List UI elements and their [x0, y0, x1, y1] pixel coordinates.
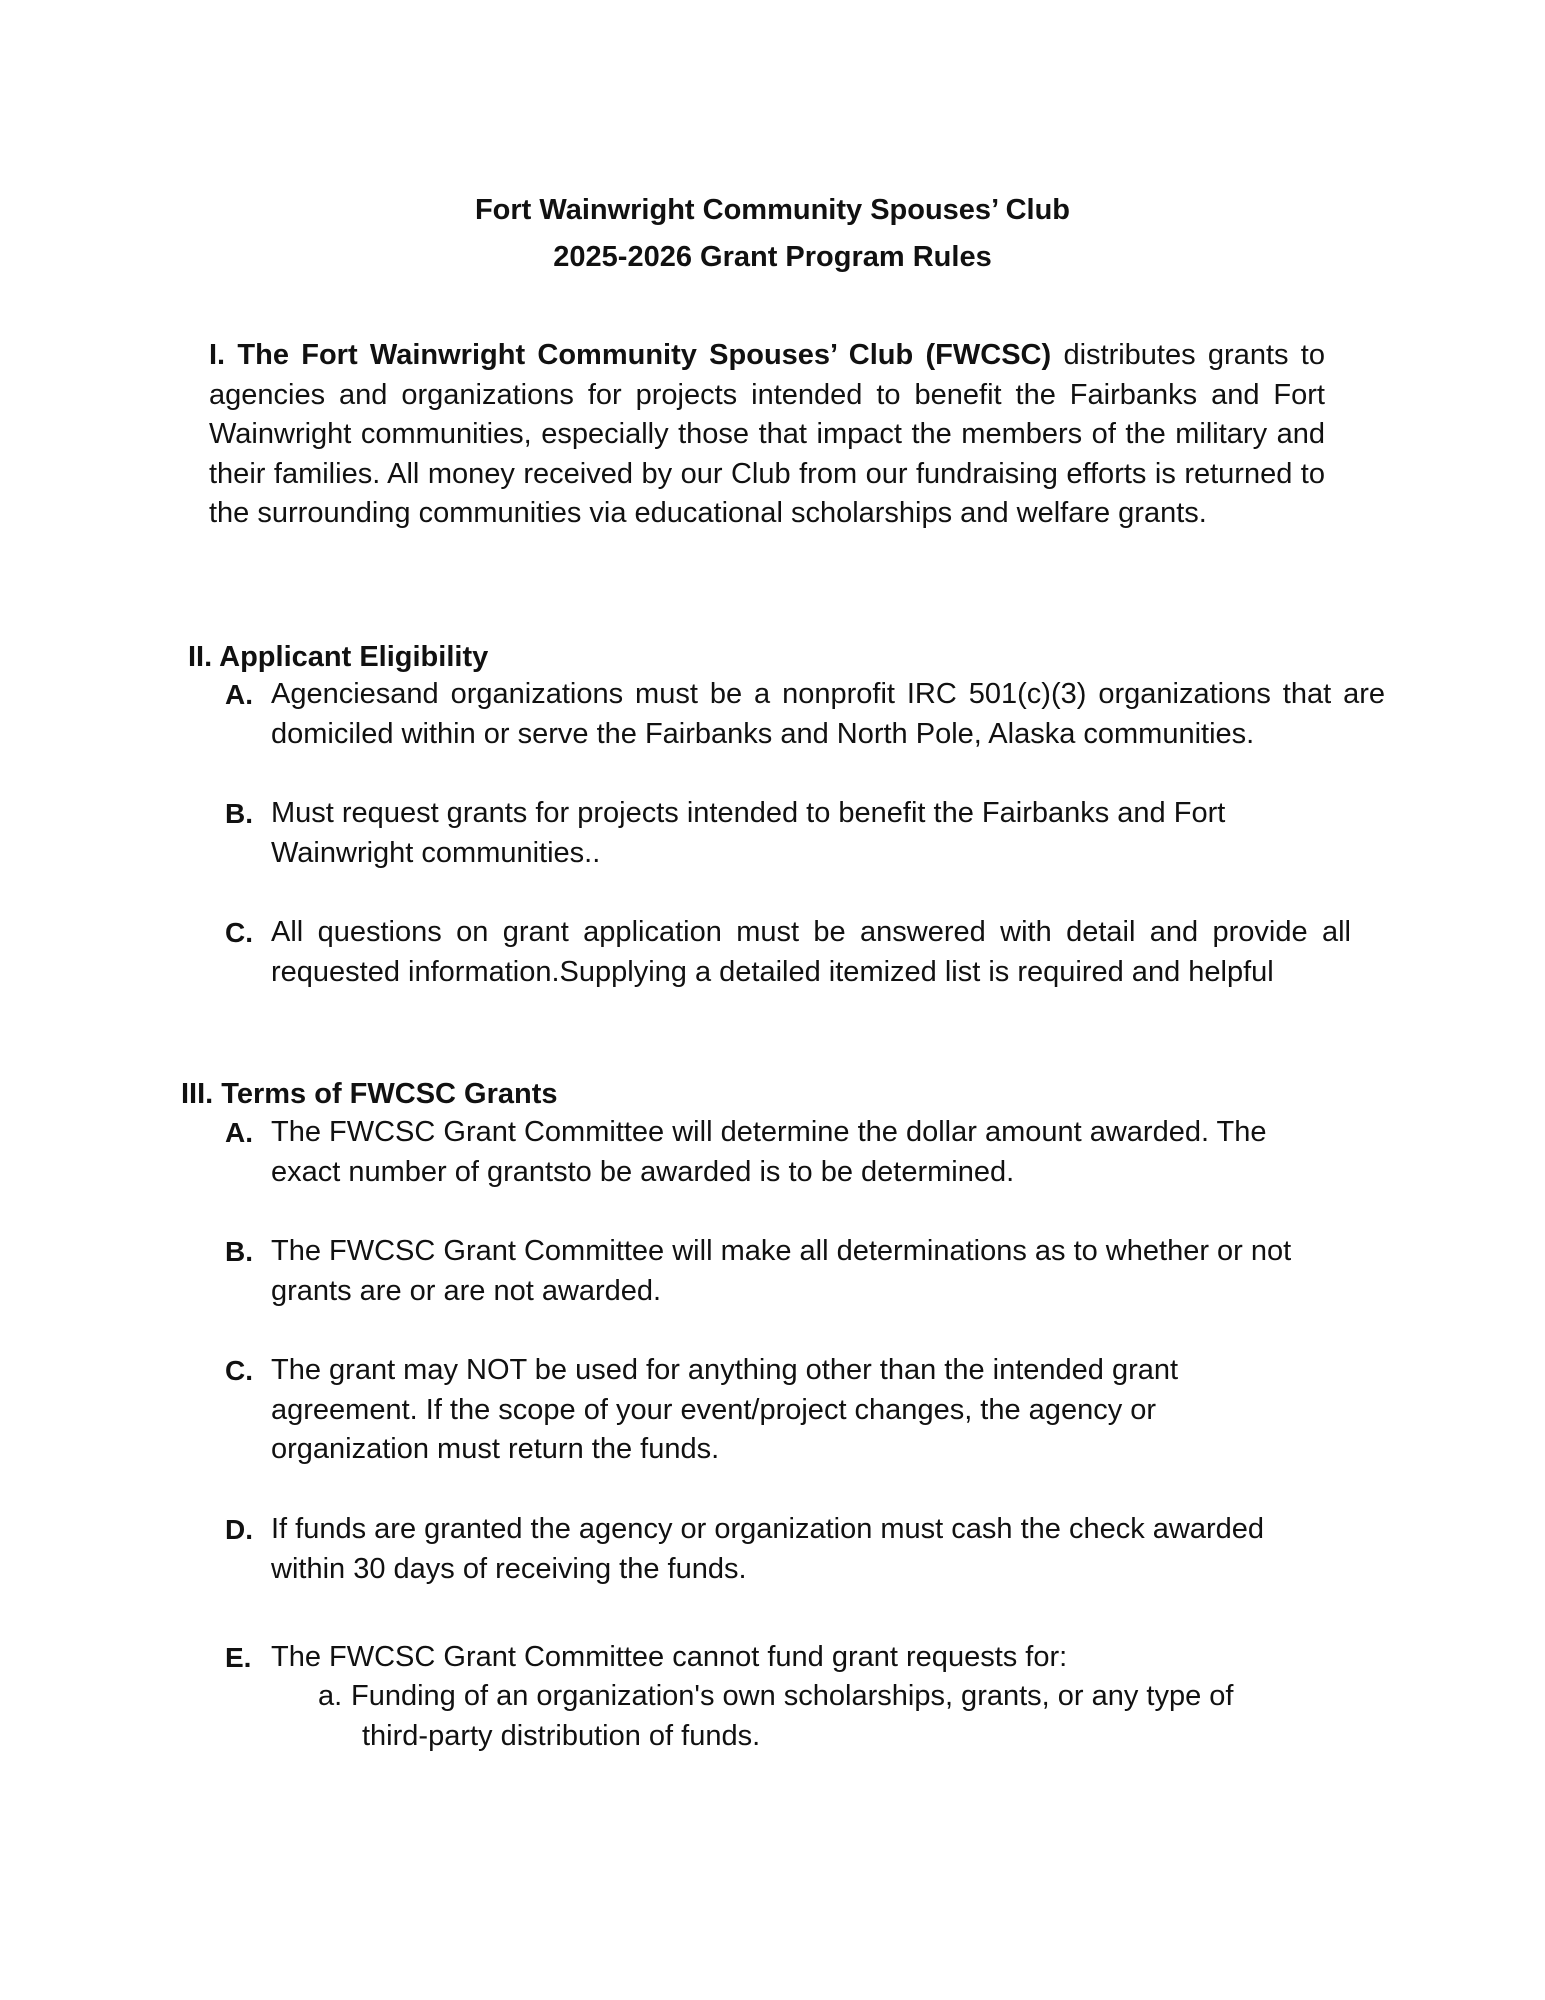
list-item-letter: C.	[225, 917, 253, 948]
list-item-text: Agenciesand organizations must be a nonprofit IRC 501(c)(3) organizations that are domiciled within or serve the Fairbanks and North Pole, Alaska communities.	[271, 678, 1385, 750]
section-1-body: distributes grants to agencies and organizations for projects intended to benefit the Fairbanks and Fort Wainwright communities, especially those that impact the members of the military and their families. All money received by our Club from our fundraising efforts is returned to the surrounding communities via educational scholarships and welfare grants.	[209, 339, 1325, 529]
list-item-text: The FWCSC Grant Committee cannot fund grant requests for:	[271, 1641, 1068, 1673]
list-item-letter: B.	[225, 1236, 253, 1267]
list-item-letter: C.	[225, 1355, 253, 1386]
sub-list-item-marker: a.	[318, 1680, 343, 1712]
list-item-text: The grant may NOT be used for anything other than the intended grant agreement. If the scope of your event/project changes, the agency or organization must return the funds.	[271, 1354, 1179, 1465]
section-2-heading: II. Applicant Eligibility	[188, 641, 489, 673]
list-item-text: All questions on grant application must be answered with detail and provide all requested information.Supplying a detailed itemized list is required and helpful	[271, 916, 1351, 988]
section-1-lead: I. The Fort Wainwright Community Spouses’ Club (FWCSC)	[209, 339, 1052, 371]
document-subtitle: 2025-2026 Grant Program Rules	[553, 241, 992, 273]
list-item-letter: E.	[225, 1642, 252, 1673]
list-item-text: Must request grants for projects intended to benefit the Fairbanks and Fort Wainwright communities..	[271, 797, 1226, 869]
list-item-letter: A.	[225, 1117, 253, 1148]
list-item-letter: A.	[225, 679, 253, 710]
sub-list-item-text-line1: Funding of an organization's own scholarships, grants, or any type of	[351, 1680, 1234, 1712]
list-item-text: The FWCSC Grant Committee will make all determinations as to whether or not grants are or are not awarded.	[271, 1235, 1292, 1307]
list-item-text: The FWCSC Grant Committee will determine the dollar amount awarded. The exact number of grantsto be awarded is to be determined.	[271, 1116, 1267, 1188]
document-title: Fort Wainwright Community Spouses’ Club	[474, 194, 1071, 226]
list-item-text: If funds are granted the agency or organization must cash the check awarded within 30 days of receiving the funds.	[271, 1513, 1265, 1585]
section-1-paragraph	[209, 336, 1325, 534]
list-item-letter: B.	[225, 798, 253, 829]
list-item-letter: D.	[225, 1514, 253, 1545]
sub-list-item-text-line2: third-party distribution of funds.	[362, 1719, 761, 1752]
section-3-heading: III. Terms of FWCSC Grants	[181, 1078, 558, 1110]
